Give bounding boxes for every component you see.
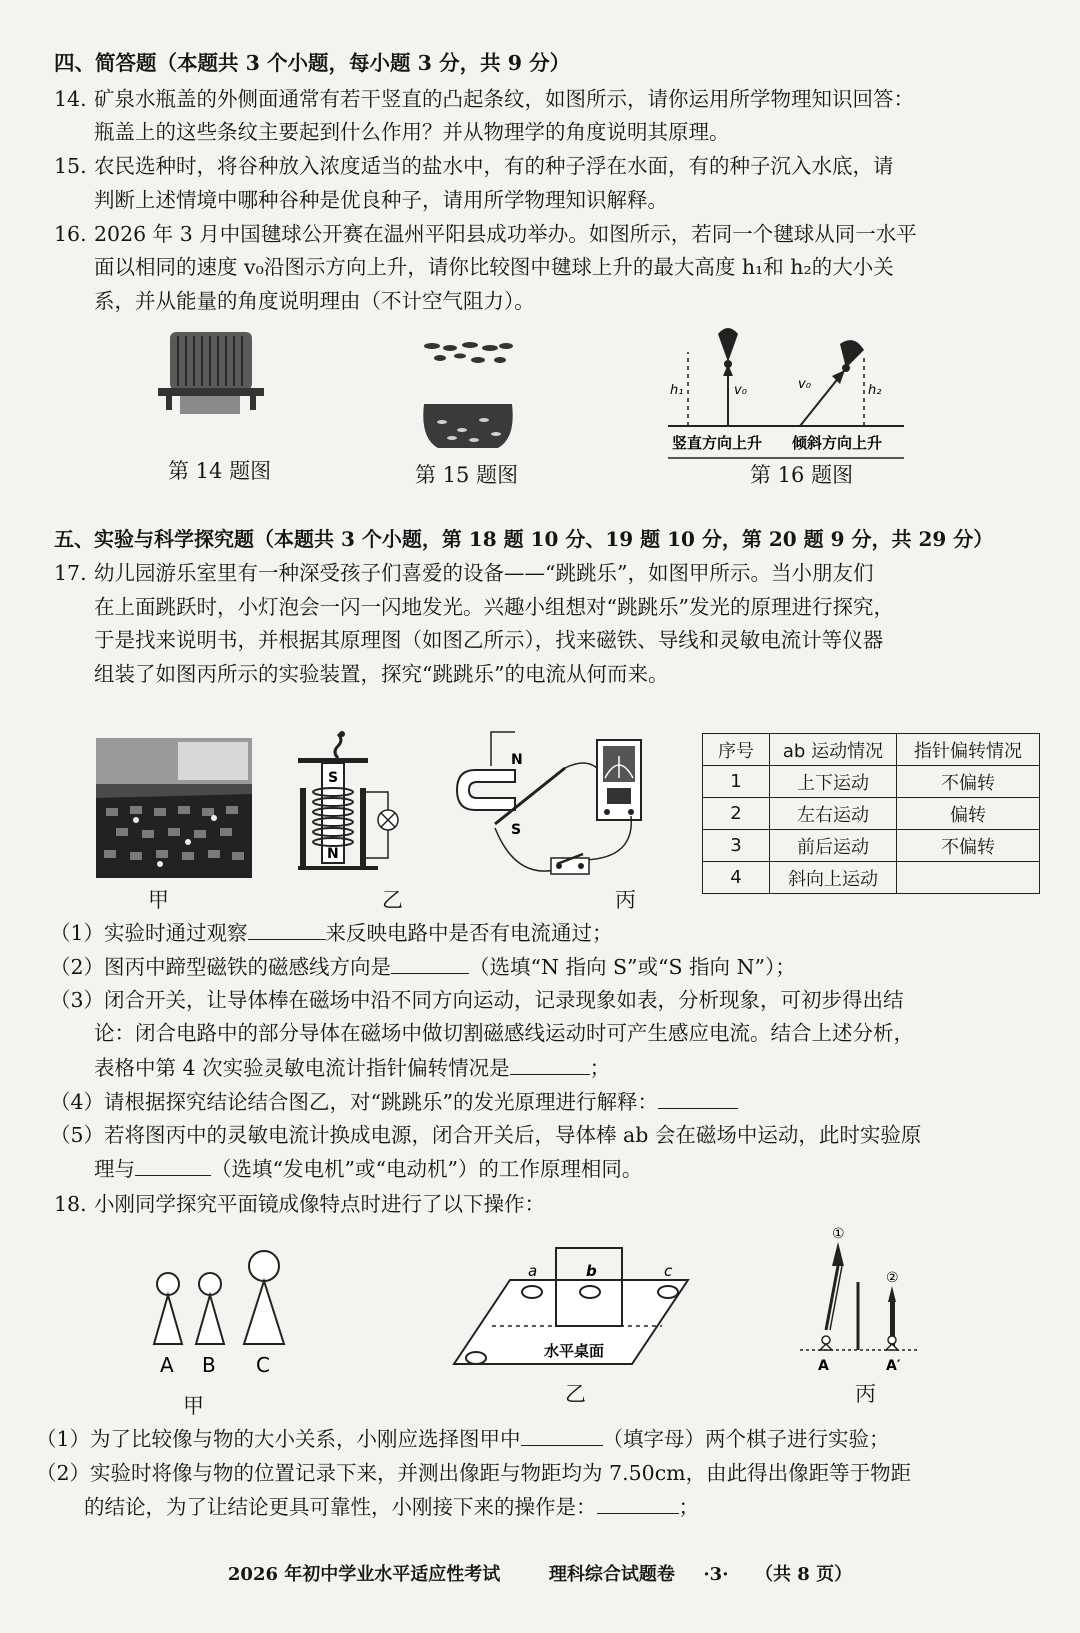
q17-part1-prefix: （1）实验时通过观察 — [50, 921, 248, 945]
fig14-caption: 第 14 题图 — [168, 459, 272, 483]
magnet-n-label: N — [327, 846, 339, 862]
fig16-h2-label: h₂ — [868, 383, 882, 398]
q18-part2-line1: （2）实验时将像与物的位置记录下来，并测出像距与物距均为 7.50cm，由此得出像距等于物距 — [36, 1461, 912, 1485]
q17-part5-prefix: 理与 — [94, 1157, 135, 1181]
q17-part4-blank[interactable] — [658, 1086, 738, 1109]
footer-page-number: ·3· — [703, 1564, 729, 1585]
chess-piece-b — [196, 1273, 224, 1344]
q18-line1: 小刚同学探究平面镜成像特点时进行了以下操作： — [94, 1192, 545, 1216]
fig16-caption: 第 16 题图 — [750, 463, 854, 487]
candle-2-label: ② — [886, 1270, 899, 1286]
table-cell: 不偏转 — [897, 830, 1040, 862]
footer-paper-title: 理科综合试题卷 — [548, 1564, 675, 1585]
table-header-cell: ab 运动情况 — [770, 734, 897, 766]
q17-part4-prefix: （4）请根据探究结论结合图乙，对“跳跳乐”的发光原理进行解释： — [50, 1090, 659, 1114]
q17-line2: 在上面跳跃时，小灯泡会一闪一闪地发光。兴趣小组想对“跳跳乐”发光的原理进行探究， — [94, 595, 894, 619]
q15-number: 15. — [54, 154, 87, 178]
section5-title: 五、实验与科学探究题（本题共 3 个小题，第 18 题 10 分、19 题 10 分，第 20 题 9 分，共 29 分） — [54, 527, 994, 551]
fig16-v0-right: v₀ — [798, 377, 811, 392]
q17-part1-suffix: 来反映电路中是否有电流通过； — [325, 921, 613, 945]
q17-fig-yi-label: 乙 — [382, 888, 403, 912]
lamp-icon — [378, 810, 398, 830]
q18-number: 18. — [54, 1192, 87, 1216]
table-cell: 偏转 — [897, 798, 1040, 830]
chess-piece-a — [154, 1273, 182, 1344]
q17-part3-line2: 论：闭合电路中的部分导体在磁场中做切割磁感线运动时可产生感应电流。结合上述分析， — [94, 1021, 914, 1045]
section4-title: 四、简答题（本题共 3 个小题，每小题 3 分，共 9 分） — [54, 51, 571, 75]
table-row — [703, 798, 1040, 830]
q15-line1: 农民选种时，将谷种放入浓度适当的盐水中，有的种子浮在水面，有的种子沉入水底，请 — [94, 154, 894, 178]
q18-fig-jia-label: 甲 — [183, 1394, 204, 1418]
table-cell: 不偏转 — [897, 766, 1040, 798]
q17-part5-blank[interactable] — [135, 1153, 211, 1176]
table-cell: 前后运动 — [770, 830, 897, 862]
q17-part2-blank[interactable] — [391, 951, 469, 974]
fig16-v0-left: v₀ — [734, 383, 747, 398]
q17-fig-jia-label: 甲 — [148, 888, 169, 912]
q18-fig-yi-diagram — [452, 1240, 692, 1380]
q17-part3-line3 — [94, 1052, 610, 1083]
q18-fig-bing-label: 丙 — [855, 1382, 876, 1406]
q17-part5-suffix: （选填“发电机”或“电动机”）的工作原理相同。 — [211, 1157, 643, 1181]
coil — [313, 788, 353, 846]
q17-line1: 幼儿园游乐室里有一种深受孩子们喜爱的设备——“跳跳乐”，如图甲所示。当小朋友们 — [94, 561, 874, 585]
q17-part3-line1: （3）闭合开关，让导体棒在磁场中沿不同方向运动，记录现象如表，分析现象，可初步得出结 — [50, 988, 904, 1012]
q16-line1: 2026 年 3 月中国毽球公开赛在温州平阳县成功举办。如图所示，若同一个毽球从同一水平 — [94, 222, 917, 246]
q17-part4 — [50, 1086, 738, 1117]
table-header-cell: 序号 — [703, 734, 770, 766]
q17-part5-line2 — [94, 1153, 642, 1184]
q16-line3: 系，并从能量的角度说明理由（不计空气阻力）。 — [94, 289, 535, 313]
table-cell — [897, 862, 1040, 894]
chess-piece-c — [244, 1251, 284, 1344]
q17-part1 — [50, 917, 613, 948]
fig16-left-label: 竖直方向上升 — [672, 434, 763, 452]
q17-part3-blank[interactable] — [510, 1052, 590, 1075]
q18-part2-suffix: ； — [678, 1495, 699, 1519]
table-cell: 1 — [703, 766, 770, 798]
q17-part1-blank[interactable] — [248, 917, 326, 940]
table-header-cell: 指针偏转情况 — [897, 734, 1040, 766]
shuttlecock-left-icon — [718, 328, 738, 368]
q18-part1-suffix: （填字母）两个棋子进行实验； — [602, 1427, 890, 1451]
q14-line2: 瓶盖上的这些条纹主要起到什么作用？并从物理学的角度说明其原理。 — [94, 120, 730, 144]
fig15-caption: 第 15 题图 — [415, 463, 519, 487]
pos-c-label: c — [664, 1262, 673, 1280]
table-cell: 3 — [703, 830, 770, 862]
q16-line2: 面以相同的速度 v₀沿图示方向上升，请你比较图中毽球上升的最大高度 h₁和 h₂的大小关 — [94, 255, 894, 279]
candle-1-label: ① — [832, 1226, 845, 1242]
table-cell: 2 — [703, 798, 770, 830]
shuttlecock-right-icon — [840, 340, 864, 372]
table-header-row — [703, 734, 1040, 766]
horseshoe-s-label: S — [511, 822, 522, 838]
q18-fig-bing-diagram — [800, 1224, 930, 1374]
q17-line3: 于是找来说明书，并根据其原理图（如图乙所示），找来磁铁、导线和灵敏电流计等仪器 — [94, 628, 884, 652]
footer-exam-title: 2026 年初中学业水平适应性考试 — [227, 1564, 501, 1585]
q17-number: 17. — [54, 561, 87, 585]
q18-part1 — [36, 1423, 890, 1454]
candle-a-label: A — [818, 1358, 829, 1374]
q15-line2: 判断上述情境中哪种谷种是优良种子，请用所学物理知识解释。 — [94, 188, 668, 212]
q18-fig-jia-diagram — [140, 1240, 300, 1392]
pos-b-label: b — [586, 1262, 597, 1280]
fig16-h1-label: h₁ — [670, 383, 684, 398]
q17-line4: 组装了如图丙所示的实验装置，探究“跳跳乐”的电流从何而来。 — [94, 662, 669, 686]
fig16-right-label: 倾斜方向上升 — [792, 434, 883, 452]
q18-part2-line2 — [84, 1491, 699, 1522]
table-cell: 斜向上运动 — [770, 862, 897, 894]
magnet-s-label: S — [328, 770, 339, 786]
candle-1-icon — [826, 1242, 844, 1330]
page-footer — [0, 1560, 1080, 1586]
q18-part1-blank[interactable] — [521, 1423, 603, 1446]
horseshoe-magnet — [457, 770, 515, 810]
q17-fig-yi-diagram — [298, 728, 410, 874]
piece-c-label: C — [256, 1353, 270, 1377]
q17-part2-suffix: （选填“N 指向 S”或“S 指向 N”）； — [469, 955, 796, 979]
spring-icon — [335, 734, 341, 758]
q14-line1: 矿泉水瓶盖的外侧面通常有若干竖直的凸起条纹，如图所示，请你运用所学物理知识回答： — [94, 87, 914, 111]
table-cell: 左右运动 — [770, 798, 897, 830]
q17-part2-prefix: （2）图丙中蹄型磁铁的磁感线方向是 — [50, 955, 392, 979]
fig15-seeds-image — [418, 338, 518, 458]
piece-a-label: A — [160, 1353, 174, 1377]
q17-part3-prefix: 表格中第 4 次实验灵敏电流计指针偏转情况是 — [94, 1056, 510, 1080]
q18-part1-prefix: （1）为了比较像与物的大小关系，小刚应选择图甲中 — [36, 1427, 521, 1451]
q17-part5-line1: （5）若将图丙中的灵敏电流计换成电源，闭合开关后，导体棒 ab 会在磁场中运动，此时实验原 — [50, 1123, 922, 1147]
table-row — [703, 830, 1040, 862]
desk-label: 水平桌面 — [544, 1342, 605, 1360]
galvanometer-icon — [597, 740, 641, 820]
fig16-diagram — [668, 322, 908, 472]
q18-part2-blank[interactable] — [597, 1491, 679, 1514]
footer-total-pages: （共 8 页） — [755, 1564, 853, 1585]
table-cell: 4 — [703, 862, 770, 894]
fig14-bottle-cap-image — [158, 330, 273, 420]
q17-part3-suffix: ； — [589, 1056, 611, 1080]
q16-number: 16. — [54, 222, 87, 246]
table-row — [703, 862, 1040, 894]
q18-part2-prefix: 的结论，为了让结论更具可靠性，小刚接下来的操作是： — [84, 1495, 597, 1519]
horseshoe-n-label: N — [511, 752, 523, 768]
piece-b-label: B — [202, 1353, 216, 1377]
switch-icon — [551, 854, 589, 874]
table-cell: 上下运动 — [770, 766, 897, 798]
q17-results-table — [702, 733, 1040, 894]
q14-number: 14. — [54, 87, 87, 111]
image-a-prime-label: A′ — [886, 1358, 901, 1374]
pos-a-label: a — [528, 1262, 538, 1280]
q17-fig-bing-label: 丙 — [615, 888, 636, 912]
q18-fig-yi-label: 乙 — [565, 1382, 586, 1406]
table-row — [703, 766, 1040, 798]
q17-fig-jia-image — [96, 738, 252, 878]
q17-fig-bing-diagram — [455, 728, 655, 886]
q17-part2 — [50, 951, 796, 982]
